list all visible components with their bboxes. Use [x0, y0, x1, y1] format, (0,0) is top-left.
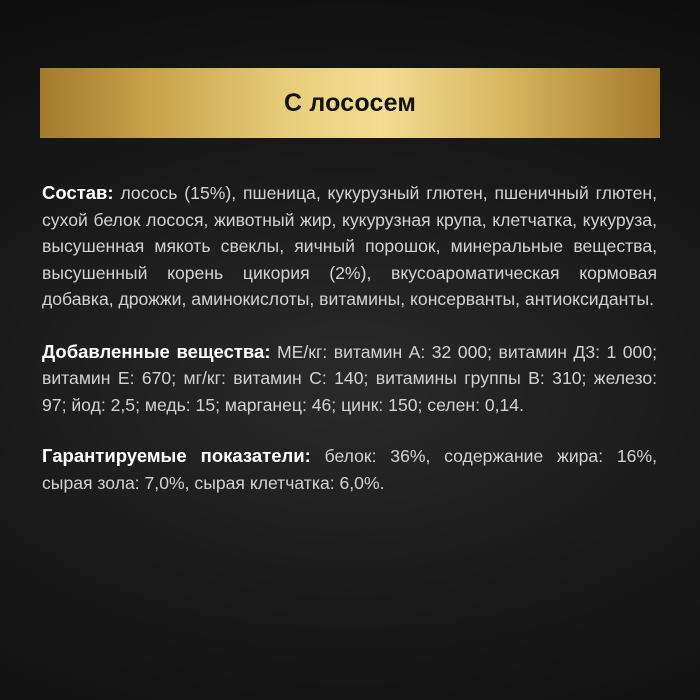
additives-paragraph — [42, 339, 657, 419]
guaranteed-analysis-label: Гарантируемые показатели: — [42, 445, 311, 466]
additives-label: Добавленные вещества: — [42, 340, 271, 362]
composition-paragraph — [42, 180, 657, 313]
title-banner — [40, 68, 660, 138]
page-title: С лососем — [283, 88, 417, 117]
composition-label: Состав: — [42, 182, 114, 203]
ingredients-content — [42, 180, 657, 522]
composition-text: лосось (15%), пшеница, кукурузный глютен, пшеничный глютен, сухой белок лосося, животный жир, кукурузная крупа, клетчатка, кукуруза, высушенная мякоть свеклы, яичный порошок, минеральные вещества, высушенный корень цикория (2%), вкусоароматическая кормовая добавка, дрожжи, аминокислоты, витамины, консерванты, антиоксиданты. — [42, 183, 657, 309]
additives-text: МЕ/кг: витамин А: 32 000; витамин Д3: 1 000; витамин Е: 670; мг/кг: витамин С: 140; витамины группы В: 310; железо: 97; йод: 2,5; медь: 15; марганец: 46; цинк: 150; селен: 0,14. — [42, 341, 657, 415]
guaranteed-analysis-text: белок: 36%, содержание жира: 16%, сырая зола: 7,0%, сырая клетчатка: 6,0%. — [42, 446, 657, 493]
guaranteed-analysis-paragraph — [42, 443, 657, 496]
